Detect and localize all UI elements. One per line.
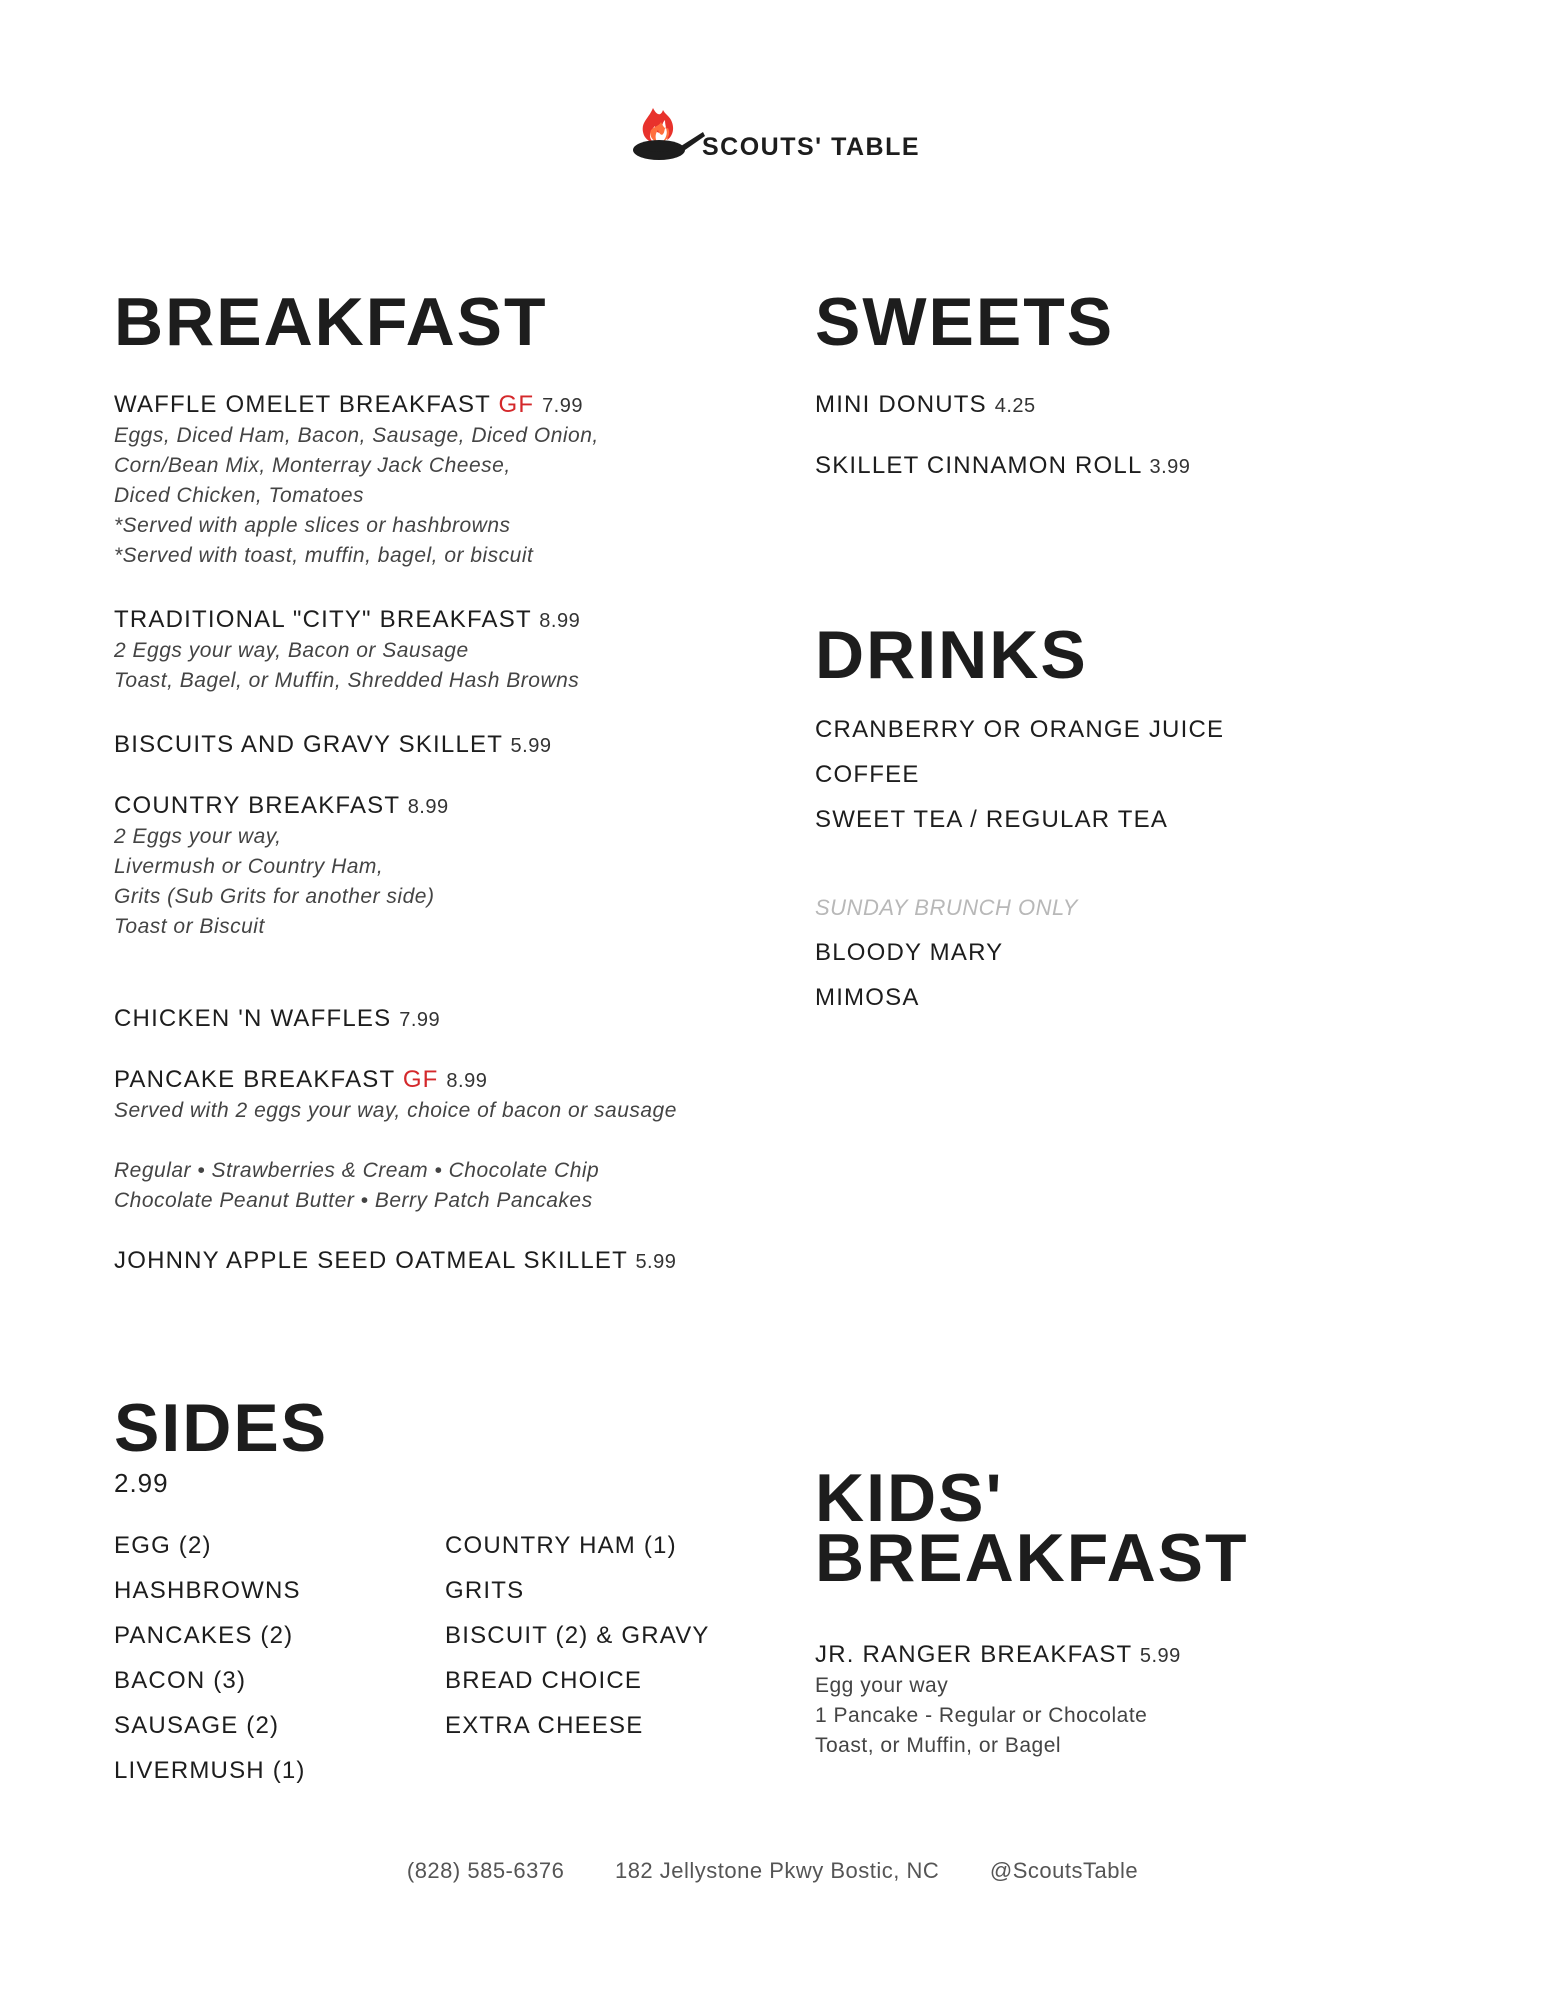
- drinks-list: [815, 715, 1455, 850]
- description-line: Grits (Sub Grits for another side): [114, 885, 435, 908]
- menu-item: [815, 451, 1455, 482]
- item-price: 8.99: [446, 1070, 488, 1092]
- address: 182 Jellystone Pkwy Bostic, NC: [614, 1858, 940, 1883]
- item-price: 7.99: [542, 395, 583, 417]
- item-name: COUNTRY BREAKFAST: [114, 792, 400, 819]
- list-item: COFFEE: [815, 761, 920, 788]
- menu-item: [114, 791, 754, 942]
- gluten-free-badge: GF: [402, 1066, 439, 1093]
- item-price: 7.99: [399, 1009, 441, 1031]
- phone-number[interactable]: (828) 585-6376: [406, 1858, 565, 1883]
- item-description: [815, 1671, 1455, 1761]
- item-name: SKILLET CINNAMON ROLL: [815, 452, 1142, 479]
- item-name: JOHNNY APPLE SEED OATMEAL SKILLET: [114, 1247, 628, 1274]
- menu-item: [815, 390, 1455, 421]
- description-line: Corn/Bean Mix, Monterray Jack Cheese,: [114, 454, 511, 477]
- list-item: SAUSAGE (2): [114, 1712, 280, 1739]
- sides-title: SIDES: [114, 1390, 329, 1466]
- description-line: Diced Chicken, Tomatoes: [114, 484, 365, 507]
- list-item: LIVERMUSH (1): [114, 1757, 306, 1784]
- menu-item: [815, 1640, 1455, 1761]
- menu-item: [114, 390, 754, 571]
- description-line: Egg your way: [815, 1674, 949, 1697]
- list-item: CRANBERRY OR ORANGE JUICE: [815, 716, 1225, 743]
- list-item: BISCUIT (2) & GRAVY: [445, 1622, 710, 1649]
- item-name: WAFFLE OMELET BREAKFAST: [114, 391, 491, 418]
- list-item: SWEET TEA / REGULAR TEA: [815, 806, 1169, 833]
- kids-title-line-2: BREAKFAST: [815, 1520, 1249, 1596]
- item-price: 3.99: [1149, 456, 1191, 478]
- menu-item: [114, 1065, 754, 1216]
- list-item: HASHBROWNS: [114, 1577, 301, 1604]
- flame-skillet-icon: [625, 100, 705, 180]
- kids-title-line-1: KIDS': [815, 1460, 1004, 1536]
- list-item: BLOODY MARY: [815, 939, 1004, 966]
- item-name: PANCAKE BREAKFAST: [114, 1066, 395, 1093]
- sides-column-1: [114, 1531, 306, 1801]
- list-item: GRITS: [445, 1577, 525, 1604]
- breakfast-title: BREAKFAST: [114, 284, 548, 360]
- brand-name: SCOUTS' TABLE: [702, 133, 921, 161]
- description-line: Eggs, Diced Ham, Bacon, Sausage, Diced Onion,: [114, 424, 599, 447]
- description-line: Served with 2 eggs your way, choice of bacon or sausage: [114, 1099, 677, 1122]
- item-name: JR. RANGER BREAKFAST: [815, 1641, 1132, 1668]
- sweets-section: [815, 284, 1455, 482]
- menu-item: [114, 605, 754, 696]
- item-price: 8.99: [407, 796, 449, 818]
- item-description: [114, 421, 754, 571]
- item-price: 5.99: [510, 735, 552, 757]
- brunch-drinks-list: [815, 938, 1455, 1028]
- item-name: MINI DONUTS: [815, 391, 987, 418]
- list-item: MIMOSA: [815, 984, 920, 1011]
- list-item: EGG (2): [114, 1532, 212, 1559]
- item-name: TRADITIONAL "CITY" BREAKFAST: [114, 606, 532, 633]
- item-name: CHICKEN 'N WAFFLES: [114, 1005, 392, 1032]
- list-item: BACON (3): [114, 1667, 247, 1694]
- gluten-free-badge: GF: [498, 391, 535, 418]
- social-handle[interactable]: @ScoutsTable: [989, 1858, 1139, 1883]
- description-line: Toast, Bagel, or Muffin, Shredded Hash Browns: [114, 669, 580, 692]
- footer: [0, 1858, 1545, 1884]
- description-line: Toast or Biscuit: [114, 915, 265, 938]
- sunday-brunch-label: SUNDAY BRUNCH ONLY: [815, 895, 1078, 920]
- description-line: *Served with apple slices or hashbrowns: [114, 514, 511, 537]
- description-line: Livermush or Country Ham,: [114, 855, 384, 878]
- sides-price: 2.99: [114, 1468, 169, 1498]
- breakfast-section: [114, 284, 754, 1277]
- item-price: 8.99: [539, 610, 581, 632]
- description-line: 1 Pancake - Regular or Chocolate: [815, 1704, 1148, 1727]
- menu-item: [114, 1246, 754, 1277]
- menu-item: [114, 1004, 754, 1035]
- list-item: EXTRA CHEESE: [445, 1712, 644, 1739]
- kids-section: [815, 1460, 1455, 1761]
- menu-item: [114, 730, 754, 761]
- list-item: BREAD CHOICE: [445, 1667, 643, 1694]
- item-name: BISCUITS AND GRAVY SKILLET: [114, 731, 503, 758]
- pancake-varieties: [114, 1156, 754, 1216]
- logo: [625, 100, 925, 180]
- list-item: PANCAKES (2): [114, 1622, 294, 1649]
- variety-line: Regular • Strawberries & Cream • Chocolate Chip: [114, 1159, 600, 1182]
- variety-line: Chocolate Peanut Butter • Berry Patch Pancakes: [114, 1189, 593, 1212]
- drinks-section: [815, 617, 1455, 1028]
- description-line: 2 Eggs your way, Bacon or Sausage: [114, 639, 469, 662]
- item-price: 4.25: [994, 395, 1036, 417]
- sweets-title: SWEETS: [815, 284, 1115, 360]
- description-line: 2 Eggs your way,: [114, 825, 282, 848]
- sides-column-2: [445, 1531, 710, 1756]
- list-item: COUNTRY HAM (1): [445, 1532, 677, 1559]
- item-price: 5.99: [635, 1251, 677, 1273]
- item-description: [114, 636, 754, 696]
- item-description: [114, 1096, 754, 1126]
- item-price: 5.99: [1139, 1645, 1181, 1667]
- item-description: [114, 822, 754, 942]
- sides-section: [114, 1390, 754, 1811]
- description-line: *Served with toast, muffin, bagel, or biscuit: [114, 544, 534, 567]
- description-line: Toast, or Muffin, or Bagel: [815, 1734, 1062, 1757]
- drinks-title: DRINKS: [815, 617, 1088, 693]
